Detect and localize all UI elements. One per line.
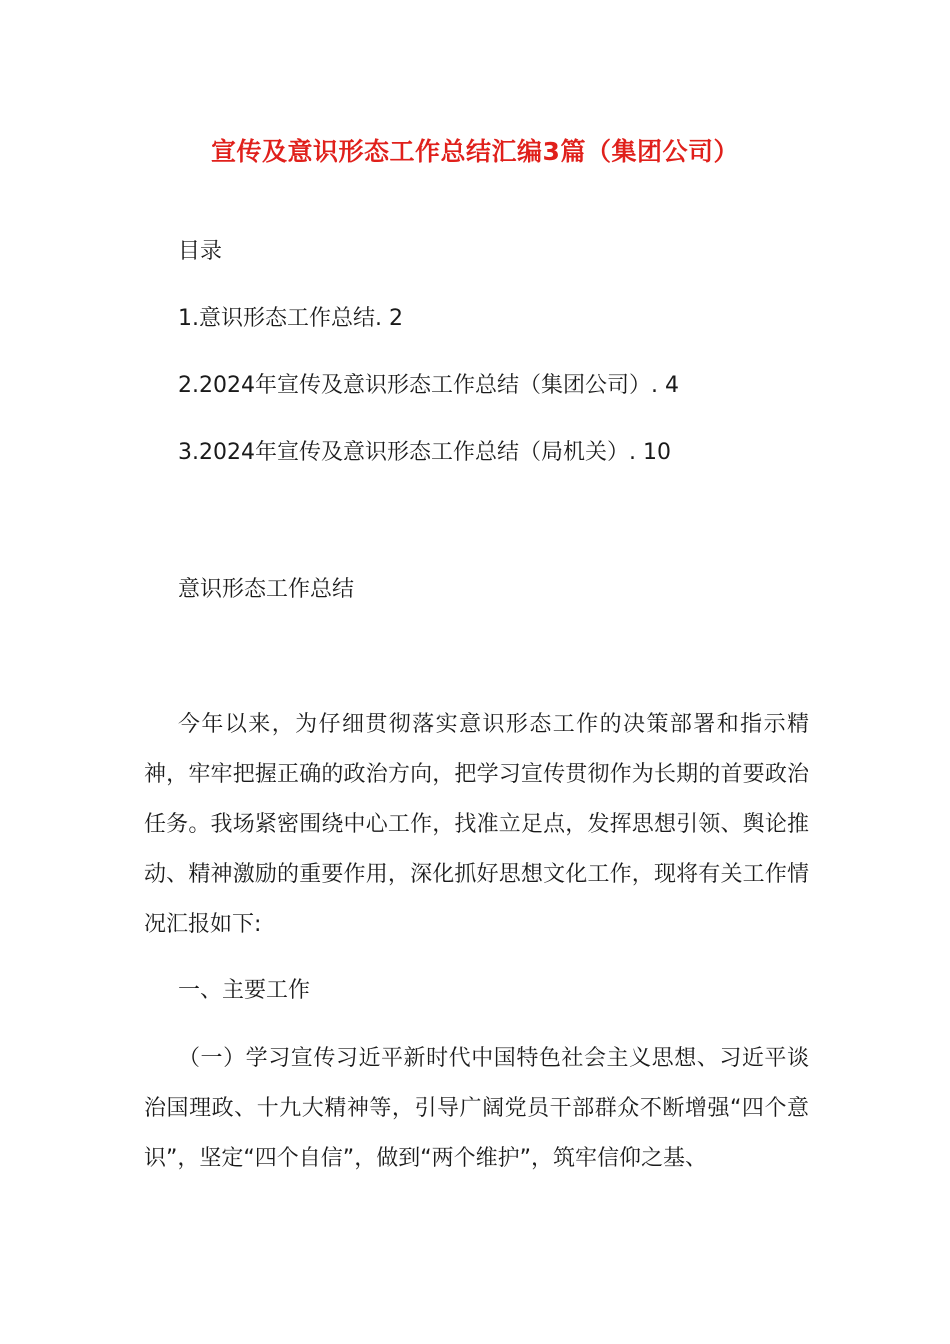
body-paragraph: （一）学习宣传习近平新时代中国特色社会主义思想、习近平谈治国理政、十九大精神等，引导广阔党员干部群众不断增强“四个意识”，坚定“四个自信”，做到“两个维护”，筑牢信仰之基、	[144, 1046, 809, 1171]
toc-item: 2.2024年宣传及意识形态工作总结（集团公司）. 4	[178, 373, 679, 398]
toc-item: 3.2024年宣传及意识形态工作总结（局机关）. 10	[178, 440, 671, 465]
section-title: 意识形态工作总结	[178, 577, 355, 602]
subsection-heading: 一、主要工作	[178, 978, 311, 1003]
toc-heading: 目录	[178, 239, 223, 264]
toc-item: 1.意识形态工作总结. 2	[178, 306, 403, 331]
document-title: 宣传及意识形态工作总结汇编3篇（集团公司）	[211, 137, 739, 166]
body-paragraph: 今年以来，为仔细贯彻落实意识形态工作的决策部署和指示精神，牢牢把握正确的政治方向，把学习宣传贯彻作为长期的首要政治任务。我场紧密围绕中心工作，找准立足点，发挥思想引领、舆论推动、精神激励的重要作用，深化抓好思想文化工作，现将有关工作情况汇报如下:	[144, 712, 809, 937]
